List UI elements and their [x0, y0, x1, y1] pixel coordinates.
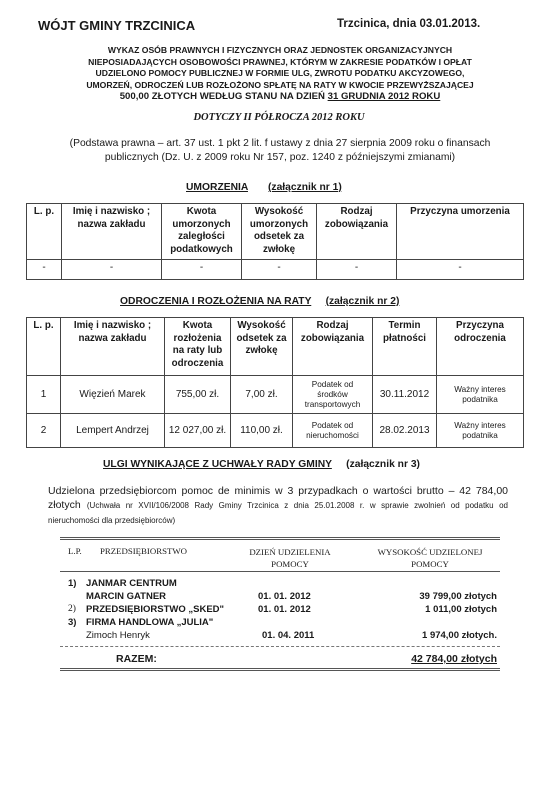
section-odroczenia-annex: (załącznik nr 2) — [325, 296, 400, 307]
ulgi-header-lp: L.P. — [68, 546, 82, 556]
table-cell: Ważny interes podatnika — [437, 414, 524, 448]
odroczenia-table — [26, 317, 524, 448]
section-odroczenia-label: ODROCZENIA I ROZŁOŻENIA NA RATY — [120, 296, 312, 307]
title-amount-line — [30, 91, 530, 103]
table-cell: - — [317, 260, 397, 280]
table-header: Termin płatności — [373, 318, 437, 376]
ulgi-row-company: FIRMA HANDLOWA „JULIA" — [86, 617, 214, 628]
title-line: UMORZEŃ, ODROCZEŃ LUB ROZŁOŻONO SPŁATĘ NA RATY W KWOCIE PRZEWYŻSZAJĄCEJ — [86, 79, 474, 90]
table-cell: - — [162, 260, 242, 280]
ulgi-row-date: 01. 01. 2012 — [258, 604, 311, 615]
title-amount-prefix: 500,00 ZŁOTYCH WEDŁUG STANU NA DZIEŃ — [119, 91, 325, 103]
divider — [60, 539, 500, 540]
table-header: Przyczyna odroczenia — [437, 318, 524, 376]
table-cell: 2 — [27, 414, 61, 448]
ulgi-header-amount: WYSOKOŚĆ UDZIELONEJ POMOCY — [377, 547, 483, 569]
umorzenia-table — [26, 203, 524, 280]
table-header: Wysokość odsetek za zwłokę — [231, 318, 293, 376]
section-ulgi-title — [103, 459, 420, 470]
table-cell: Podatek od nieruchomości — [293, 414, 373, 448]
total-label: RAZEM: — [116, 653, 157, 665]
table-cell: 30.11.2012 — [373, 376, 437, 414]
divider — [60, 571, 500, 572]
title-line: UDZIELONO POMOCY PUBLICZNEJ W FORMIE ULG, ZWROTU PODATKU AKCYZOWEGO, — [95, 68, 465, 79]
table-header: Wysokość umorzonych odsetek za zwłokę — [242, 204, 317, 260]
de-minimis-paragraph — [48, 484, 508, 528]
divider — [60, 646, 500, 647]
de-minimis-resolution: (Uchwała nr XVII/106/2008 Rady Gminy Trzcinica z dnia 25.01.2008 r. w sprawie zwolnień od podatku od nieruchomości dla przedsiębiorców) — [48, 501, 509, 525]
title-line: NIEPOSIADAJĄCYCH OSOBOWOŚCI PRAWNEJ, KTÓRYM W ZAKRESIE PODATKÓW I OPŁAT — [88, 56, 472, 67]
section-umorzenia-title — [186, 182, 342, 193]
total-value: 42 784,00 złotych — [411, 653, 497, 665]
table-cell: Ważny interes podatnika — [437, 376, 524, 414]
ulgi-row-company: PRZEDSIĘBIORSTWO „SKED" — [86, 604, 225, 615]
table-cell: - — [397, 260, 524, 280]
table-cell: 110,00 zł. — [231, 414, 293, 448]
ulgi-row-number: 2) — [68, 604, 76, 614]
ulgi-row-amount: 1 974,00 złotych. — [422, 630, 497, 641]
ulgi-header-company: PRZEDSIĘBIORSTWO — [100, 546, 187, 556]
table-header: Kwota umorzonych zaległości podatkowych — [162, 204, 242, 260]
ulgi-row-company: JANMAR CENTRUM — [86, 578, 177, 589]
table-header: Imię i nazwisko ; nazwa zakładu — [62, 204, 162, 260]
table-row — [27, 260, 524, 280]
table-cell: Więzień Marek — [61, 376, 165, 414]
title-amount-date: 31 GRUDNIA 2012 ROKU — [327, 91, 441, 103]
section-umorzenia-label: UMORZENIA — [186, 182, 248, 193]
table-header: Imię i nazwisko ; nazwa zakładu — [61, 318, 165, 376]
table-cell: - — [242, 260, 317, 280]
table-row — [27, 414, 524, 448]
ulgi-row-date: 01. 04. 2011 — [262, 630, 315, 641]
ulgi-row-number: 1) — [68, 578, 77, 589]
ulgi-row-date: 01. 01. 2012 — [258, 591, 311, 602]
place-date: Trzcinica, dnia 03.01.2013. — [337, 18, 481, 30]
ulgi-row-company-owner: MARCIN GATNER — [86, 591, 167, 602]
section-umorzenia-annex: (załącznik nr 1) — [268, 182, 342, 193]
divider — [60, 668, 500, 669]
de-minimis-main: Udzielona przedsiębiorcom pomoc de minimis w 3 przypadkach o wartości brutto – 42 784,00 złotych — [48, 485, 508, 511]
title-line: WYKAZ OSÓB PRAWNYCH I FIZYCZNYCH ORAZ JEDNOSTEK ORGANIZACYJNYCH — [107, 45, 453, 55]
table-row — [27, 376, 524, 414]
table-cell: Lempert Andrzej — [61, 414, 165, 448]
table-header: Rodzaj zobowiązania — [317, 204, 397, 260]
table-header: Przyczyna umorzenia — [397, 204, 524, 260]
table-cell: Podatek od środków transportowych — [293, 376, 373, 414]
ulgi-row-amount: 39 799,00 złotych — [419, 591, 497, 602]
section-odroczenia-title — [120, 296, 399, 307]
ulgi-header-date: DZIEŃ UDZIELENIA POMOCY — [249, 547, 331, 569]
section-ulgi-annex: (załącznik nr 3) — [346, 459, 420, 470]
table-header: Rodzaj zobowiązania — [293, 318, 373, 376]
table-cell: 755,00 zł. — [165, 376, 231, 414]
ulgi-row-company-owner: Zimoch Henryk — [86, 630, 150, 641]
ulgi-row-number: 3) — [68, 617, 77, 628]
table-cell: 1 — [27, 376, 61, 414]
period-subtitle: DOTYCZY II PÓŁROCZA 2012 ROKU — [193, 112, 365, 123]
table-cell: 28.02.2013 — [373, 414, 437, 448]
section-ulgi-label: ULGI WYNIKAJĄCE Z UCHWAŁY RADY GMINY — [103, 459, 332, 470]
legal-basis: (Podstawa prawna – art. 37 ust. 1 pkt 2 lit. f ustawy z dnia 27 sierpnia 2009 roku o finansach publicznych (Dz. U. z 2009 roku Nr 157, poz. 1240 z późniejszymi zmianami) — [69, 138, 491, 163]
document-title — [30, 45, 530, 103]
divider — [60, 537, 500, 538]
table-cell: 12 027,00 zł. — [165, 414, 231, 448]
table-cell: - — [62, 260, 162, 280]
table-cell: 7,00 zł. — [231, 376, 293, 414]
ulgi-row-amount: 1 011,00 złotych — [425, 604, 497, 615]
table-header: L. p. — [27, 204, 62, 260]
divider — [60, 670, 500, 671]
table-cell: - — [27, 260, 62, 280]
table-header: L. p. — [27, 318, 61, 376]
table-header: Kwota rozłożenia na raty lub odroczenia — [165, 318, 231, 376]
authority-heading: WÓJT GMINY TRZCINICA — [38, 18, 196, 33]
